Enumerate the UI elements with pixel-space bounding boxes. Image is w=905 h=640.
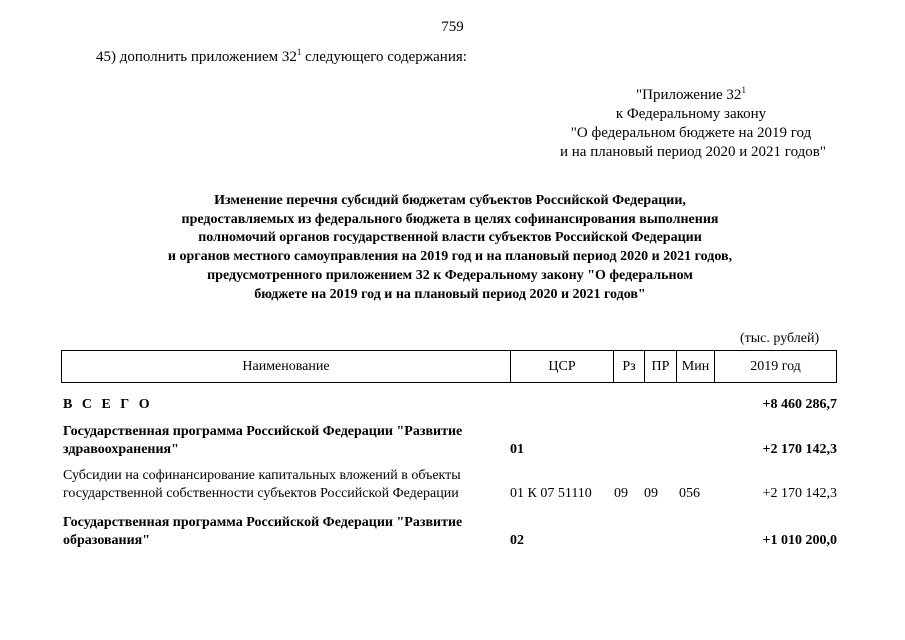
title-line: предусмотренного приложением 32 к Федеральному закону "О федеральном <box>207 267 693 283</box>
header-year: 2019 год <box>714 351 836 382</box>
row-value: +2 170 142,3 <box>762 442 837 457</box>
header-csr: ЦСР <box>510 351 613 382</box>
table-header <box>61 350 837 383</box>
row-name: Государственная программа Российской Федерации "Развитие здравоохранения" <box>63 424 463 457</box>
document-title <box>100 192 800 304</box>
row-name: В С Е Г О <box>63 397 153 412</box>
row-csr: 01 <box>510 442 524 457</box>
row-name: Государственная программа Российской Федерации "Развитие образования" <box>63 515 463 548</box>
row-rz: 09 <box>614 486 628 501</box>
row-pr: 09 <box>644 486 658 501</box>
title-line: полномочий органов государственной власти субъектов Российской Федерации <box>198 230 702 246</box>
title-line: Изменение перечня субсидий бюджетам субъектов Российской Федерации, <box>214 193 686 208</box>
row-value: +2 170 142,3 <box>762 486 837 501</box>
annex-line-4: и на плановый период 2020 и 2021 годов" <box>560 144 826 160</box>
annex-line-3: "О федеральном бюджете на 2019 год <box>570 125 812 141</box>
header-pr: ПР <box>644 351 676 382</box>
annex-line-2: к Федеральному закону <box>615 106 767 122</box>
annex-line-1: "Приложение $32^1$ <box>636 85 746 103</box>
units-label: (тыс. рублей) <box>740 331 820 346</box>
intro-superscript: 1 <box>296 47 302 57</box>
title-line: и органов местного самоуправления на 2019 год и на плановый период 2020 и 2021 годов, <box>167 249 733 265</box>
annex-superscript: 1 <box>741 85 746 95</box>
intro-paragraph <box>96 49 467 66</box>
header-min: Мин <box>676 351 714 382</box>
annex-header <box>560 85 826 162</box>
page-number: 759 <box>441 19 464 35</box>
title-line: бюджете на 2019 год и на плановый период 2020 и 2021 годов" <box>254 286 646 302</box>
header-name: Наименование <box>242 358 330 374</box>
intro-text: 45) дополнить приложением 32 <box>96 49 297 65</box>
intro-text-after: следующего содержания: <box>301 49 467 65</box>
row-csr: 02 <box>510 533 524 548</box>
row-value: +8 460 286,7 <box>762 397 837 412</box>
title-line: предоставляемых из федерального бюджета в целях софинансирования выполнения <box>181 211 719 227</box>
header-rz: Рз <box>613 351 644 382</box>
row-value: +1 010 200,0 <box>762 533 837 548</box>
row-csr: 01 К 07 51110 <box>510 486 592 501</box>
row-min: 056 <box>679 486 700 501</box>
row-name: Субсидии на софинансирование капитальных вложений в объекты государственной собственности субъектов Российской Федерации <box>63 468 461 501</box>
